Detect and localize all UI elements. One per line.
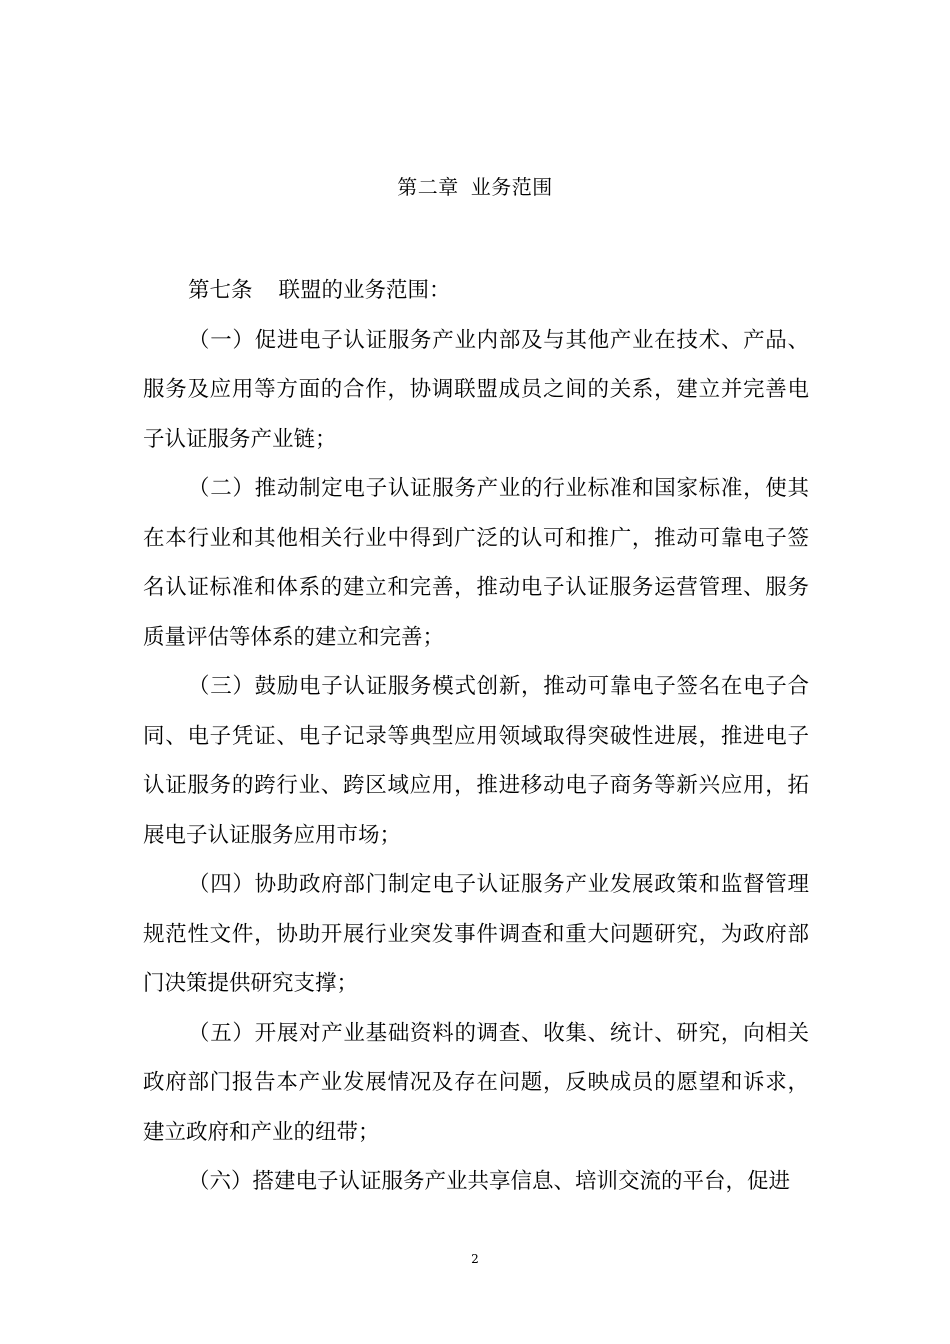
list-item-6: （六）搭建电子认证服务产业共享信息、培训交流的平台，促进 — [188, 1169, 791, 1194]
list-item-5: （五）开展对产业基础资料的调查、收集、统计、研究，向相关政府部门报告本产业发展情况及存在问题，反映成员的愿望和诉求，建立政府和产业的纽带； — [143, 1020, 809, 1145]
document-body — [143, 266, 809, 1207]
list-item-4: （四）协助政府部门制定电子认证服务产业发展政策和监督管理规范性文件，协助开展行业突发事件调查和重大问题研究，为政府部门决策提供研究支撑； — [143, 872, 809, 996]
chapter-name: 业务范围 — [470, 175, 553, 199]
chapter-title — [0, 172, 950, 202]
list-item-1: （一）促进电子认证服务产业内部及与其他产业在技术、产品、服务及应用等方面的合作，协调联盟成员之间的关系，建立并完善电子认证服务产业链； — [143, 327, 809, 452]
list-item-3: （三）鼓励电子认证服务模式创新，推动可靠电子签名在电子合同、电子凭证、电子记录等典型应用领域取得突破性进展，推进电子认证服务的跨行业、跨区域应用，推进移动电子商务等新兴应用，拓展电子认证服务应用市场； — [143, 674, 809, 848]
page-number: 2 — [471, 1252, 479, 1266]
chapter-label: 第二章 — [397, 175, 459, 199]
article-title: 联盟的业务范围： — [278, 278, 451, 303]
article-heading — [143, 266, 809, 316]
list-item-2: （二）推动制定电子认证服务产业的行业标准和国家标准，使其在本行业和其他相关行业中得到广泛的认可和推广，推动可靠电子签名认证标准和体系的建立和完善，推动电子认证服务运营管理、服务质量评估等体系的建立和完善； — [143, 476, 809, 650]
article-number: 第七条 — [188, 278, 253, 303]
